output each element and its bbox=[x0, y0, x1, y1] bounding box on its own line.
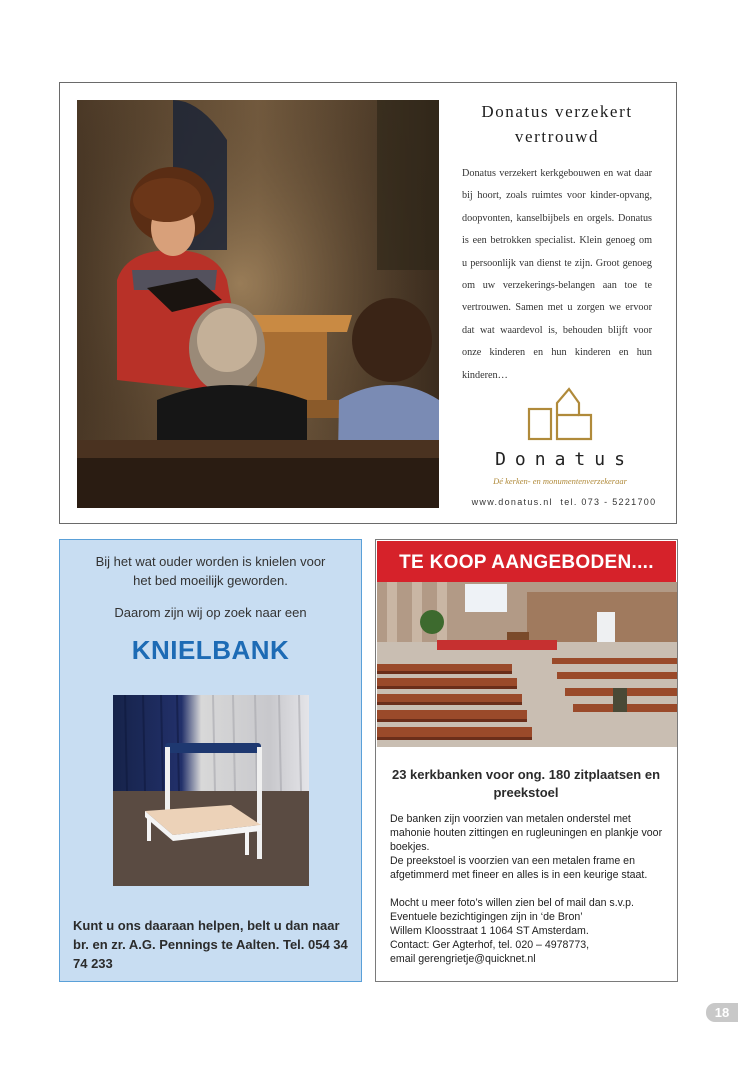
te-koop-line3: Willem Kloosstraat 1 1064 ST Amsterdam. bbox=[390, 925, 589, 937]
knielbank-intro2: Daarom zijn wij op zoek naar een bbox=[114, 605, 307, 620]
donatus-tagline: Dé kerken- en monumentenverzekeraar bbox=[493, 476, 627, 486]
donatus-advertisement bbox=[59, 82, 677, 524]
donatus-body-text: Donatus verzekert kerkgebouwen en wat daar bij hoort, zoals ruimtes voor kinder-opvang, doopvonten, kanselbijbels en orgels. Donatus is een betrokken specialist. Klein genoeg om u persoonlijk van dienst te zijn. Groot genoeg om uw verzekerings-belangen aan toe te vertrouwen. Samen met u zorgen we ervoor dat wat waardevol is, behouden blijft voor onze kinderen en hun kinderen en hun kinderen… bbox=[462, 168, 652, 381]
te-koop-header: TE KOOP AANGEBODEN.... bbox=[377, 541, 676, 582]
donatus-title-line1: Donatus verzekert bbox=[481, 102, 633, 121]
te-koop-para2-text: De preekstoel is voorzien van een metalen frame en afgetimmerd met fineer en alles is in een keurige staat. bbox=[390, 855, 648, 881]
te-koop-body bbox=[390, 812, 670, 980]
te-koop-email: email gerengrietje@quicknet.nl bbox=[390, 953, 536, 965]
knielbank-contact: Kunt u ons daaraan helpen, belt u dan naar br. en zr. A.G. Pennings te Aalten. Tel. 054 34 74 233 bbox=[73, 918, 348, 971]
church-outline-icon bbox=[525, 385, 595, 441]
te-koop-paragraph-1 bbox=[390, 812, 670, 882]
donatus-brand-name: Donatus bbox=[495, 449, 634, 470]
church-pews-photo bbox=[377, 582, 677, 747]
te-koop-line4: Contact: Ger Agterhof, tel. 020 – 4978773, bbox=[390, 939, 590, 951]
page-number: 18 bbox=[706, 1003, 738, 1022]
donatus-text-block bbox=[462, 99, 652, 387]
te-koop-para1-text: De banken zijn voorzien van metalen onderstel met mahonie houten zittingen en rugleuningen en plankje voor boekjes. bbox=[390, 813, 663, 853]
te-koop-line1: Mocht u meer foto’s willen zien bel of mail dan s.v.p. bbox=[390, 897, 634, 909]
donatus-contact: www.donatus.nl tel. 073 - 5221700 bbox=[471, 497, 657, 507]
kneeling-bench-photo bbox=[113, 695, 309, 886]
donatus-title-line2: vertrouwd bbox=[514, 127, 600, 146]
te-koop-advertisement bbox=[375, 539, 678, 982]
knielbank-headline: KNIELBANK bbox=[131, 635, 290, 665]
te-koop-paragraph-2 bbox=[390, 896, 670, 966]
knielbank-intro-text: Bij het wat ouder worden is knielen voor het bed moeilijk geworden. bbox=[95, 554, 326, 588]
donatus-title bbox=[462, 99, 652, 149]
te-koop-headline: 23 kerkbanken voor ong. 180 zitplaatsen en preekstoel bbox=[391, 767, 661, 800]
te-koop-line2: Eventuele bezichtigingen zijn in ‘de Bron’ bbox=[390, 911, 583, 923]
knielbank-advertisement bbox=[59, 539, 362, 982]
church-reader-photo bbox=[77, 100, 439, 508]
knielbank-intro bbox=[60, 552, 361, 590]
donatus-logo bbox=[470, 385, 650, 486]
